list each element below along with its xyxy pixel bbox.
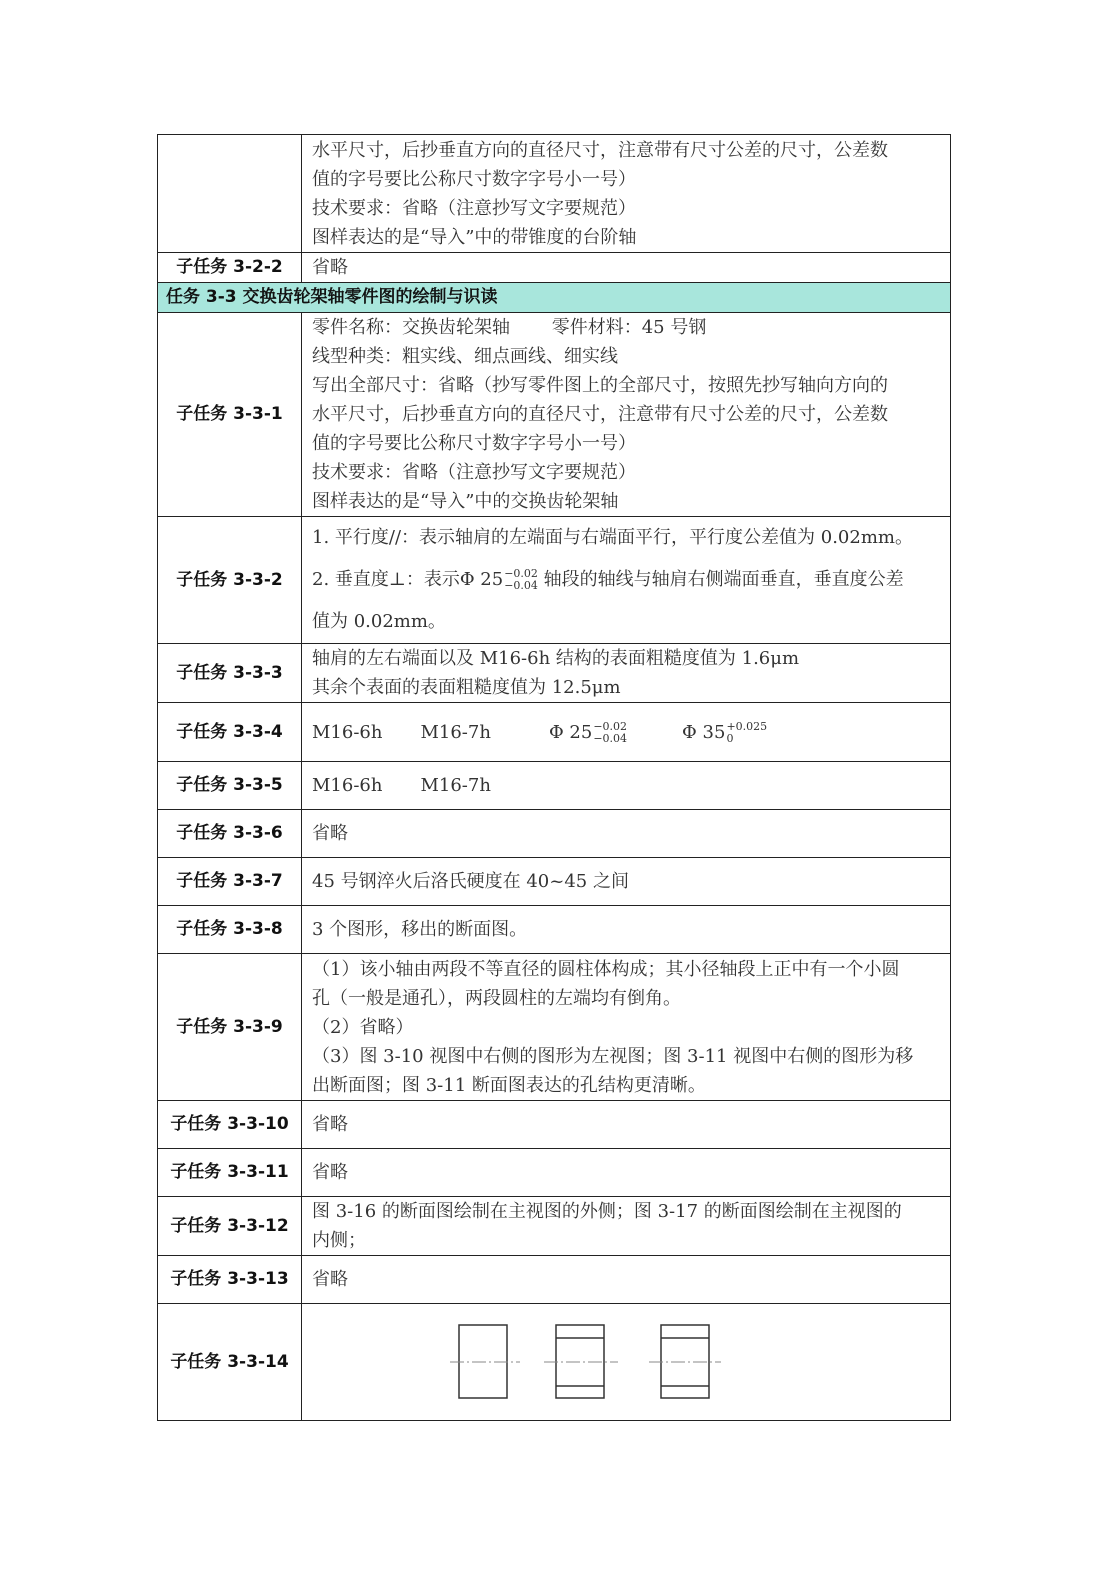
text: 2. 垂直度⊥：表示Φ 25 bbox=[312, 569, 504, 590]
row-content: 3 个图形，移出的断面图。 bbox=[302, 906, 951, 954]
text-line: 内侧； bbox=[312, 1230, 366, 1251]
dimension: Φ 35 bbox=[682, 721, 726, 743]
row-label: 子任务 3-3-8 bbox=[158, 906, 302, 954]
row-content bbox=[302, 703, 951, 762]
text-line: 值为 0.02mm。 bbox=[312, 611, 446, 632]
row-label: 子任务 3-3-5 bbox=[158, 762, 302, 810]
row-content bbox=[302, 1304, 951, 1421]
table-row bbox=[158, 313, 951, 517]
text-line: 轴肩的左右端面以及 M16-6h 结构的表面粗糙度值为 1.6μm bbox=[312, 648, 800, 669]
row-label: 子任务 3-3-11 bbox=[158, 1149, 302, 1197]
text-line: 水平尺寸，后抄垂直方向的直径尺寸，注意带有尺寸公差的尺寸，公差数 bbox=[312, 139, 888, 161]
tolerance bbox=[593, 721, 627, 745]
text-line: 图样表达的是“导入”中的带锥度的台阶轴 bbox=[312, 226, 637, 248]
tol-lower: −0.04 bbox=[504, 579, 538, 592]
section-views-drawing bbox=[438, 1307, 858, 1417]
table-row bbox=[158, 517, 951, 644]
table-row bbox=[158, 1256, 951, 1304]
table-row bbox=[158, 1101, 951, 1149]
row-content bbox=[302, 313, 951, 517]
row-label: 子任务 3-3-7 bbox=[158, 858, 302, 906]
thread-spec: M16-7h bbox=[420, 721, 491, 743]
tol-upper: +0.025 bbox=[726, 719, 768, 733]
table-row bbox=[158, 954, 951, 1101]
text-line: 孔（一般是通孔），两段圆柱的左端均有倒角。 bbox=[312, 987, 681, 1009]
answer-table bbox=[157, 134, 951, 1421]
row-label: 子任务 3-3-2 bbox=[158, 517, 302, 644]
section-title: 任务 3-3 交换齿轮架轴零件图的绘制与识读 bbox=[158, 283, 951, 313]
tol-upper: −0.02 bbox=[504, 567, 538, 580]
row-label: 子任务 3-3-10 bbox=[158, 1101, 302, 1149]
table-row bbox=[158, 858, 951, 906]
row-content bbox=[302, 517, 951, 644]
row-content: 省略 bbox=[302, 253, 951, 283]
row-content bbox=[302, 644, 951, 703]
table-row bbox=[158, 644, 951, 703]
text: 轴段的轴线与轴肩右侧端面垂直，垂直度公差 bbox=[537, 569, 904, 590]
text-line: 写出全部尺寸：省略（抄写零件图上的全部尺寸，按照先抄写轴向方向的 bbox=[312, 375, 888, 396]
text-line: 1. 平行度//：表示轴肩的左端面与右端面平行，平行度公差值为 0.02mm。 bbox=[312, 527, 913, 548]
row-content bbox=[302, 954, 951, 1101]
text-line: （3）图 3-10 视图中右侧的图形为左视图；图 3-11 视图中右侧的图形为移 bbox=[312, 1045, 914, 1067]
row-label: 子任务 3-3-3 bbox=[158, 644, 302, 703]
row-content bbox=[302, 1197, 951, 1256]
text-line: 出断面图；图 3-11 断面图表达的孔结构更清晰。 bbox=[312, 1074, 706, 1096]
row-label: 子任务 3-3-13 bbox=[158, 1256, 302, 1304]
tol-lower: −0.04 bbox=[593, 731, 628, 745]
text-line: 图 3-16 的断面图绘制在主视图的外侧；图 3-17 的断面图绘制在主视图的 bbox=[312, 1201, 902, 1222]
table-row bbox=[158, 1197, 951, 1256]
text-line: 技术要求：省略（注意抄写文字要规范） bbox=[312, 462, 636, 483]
row-label: 子任务 3-3-4 bbox=[158, 703, 302, 762]
thread-spec: M16-6h bbox=[312, 721, 383, 743]
row-content: 省略 bbox=[302, 1101, 951, 1149]
text-line bbox=[312, 559, 940, 601]
row-label: 子任务 3-3-14 bbox=[158, 1304, 302, 1421]
section-header-row bbox=[158, 283, 951, 313]
table-row bbox=[158, 1304, 951, 1421]
text-line: 水平尺寸，后抄垂直方向的直径尺寸，注意带有尺寸公差的尺寸，公差数 bbox=[312, 404, 888, 425]
tolerance bbox=[504, 568, 538, 592]
row-content: 45 号钢淬火后洛氏硬度在 40~45 之间 bbox=[302, 858, 951, 906]
row-label: 子任务 3-3-12 bbox=[158, 1197, 302, 1256]
table-row bbox=[158, 1149, 951, 1197]
text-line: （2）省略） bbox=[312, 1016, 414, 1038]
row-label: 子任务 3-3-1 bbox=[158, 313, 302, 517]
row-label: 子任务 3-3-6 bbox=[158, 810, 302, 858]
text-line: （1）该小轴由两段不等直径的圆柱体构成；其小径轴段上正中有一个小圆 bbox=[312, 958, 900, 980]
tol-upper: −0.02 bbox=[593, 719, 628, 733]
text-line: 值的字号要比公称尺寸数字字号小一号） bbox=[312, 168, 636, 190]
dimension: Φ 25 bbox=[548, 721, 593, 743]
table-row bbox=[158, 906, 951, 954]
tolerance bbox=[726, 721, 767, 745]
table-row bbox=[158, 810, 951, 858]
row-content: 省略 bbox=[302, 1256, 951, 1304]
text-line: 其余个表面的表面粗糙度值为 12.5μm bbox=[312, 677, 621, 698]
table-row bbox=[158, 703, 951, 762]
row-content bbox=[302, 135, 951, 253]
table-row bbox=[158, 135, 951, 253]
text-line: 技术要求：省略（注意抄写文字要规范） bbox=[312, 197, 636, 219]
text-line: 零件名称：交换齿轮架轴 零件材料：45 号钢 bbox=[312, 317, 707, 338]
row-label: 子任务 3-3-9 bbox=[158, 954, 302, 1101]
text-line: 线型种类：粗实线、细点画线、细实线 bbox=[312, 346, 618, 367]
text-line: 值的字号要比公称尺寸数字字号小一号） bbox=[312, 433, 636, 454]
row-content: 省略 bbox=[302, 810, 951, 858]
thread-spec: M16-6h bbox=[312, 775, 383, 796]
row-label bbox=[158, 135, 302, 253]
tol-lower: 0 bbox=[726, 731, 734, 745]
text-line: 图样表达的是“导入”中的交换齿轮架轴 bbox=[312, 491, 619, 512]
table-row bbox=[158, 762, 951, 810]
thread-spec: M16-7h bbox=[420, 775, 491, 796]
table-row bbox=[158, 253, 951, 283]
row-content bbox=[302, 762, 951, 810]
row-label: 子任务 3-2-2 bbox=[158, 253, 302, 283]
row-content: 省略 bbox=[302, 1149, 951, 1197]
